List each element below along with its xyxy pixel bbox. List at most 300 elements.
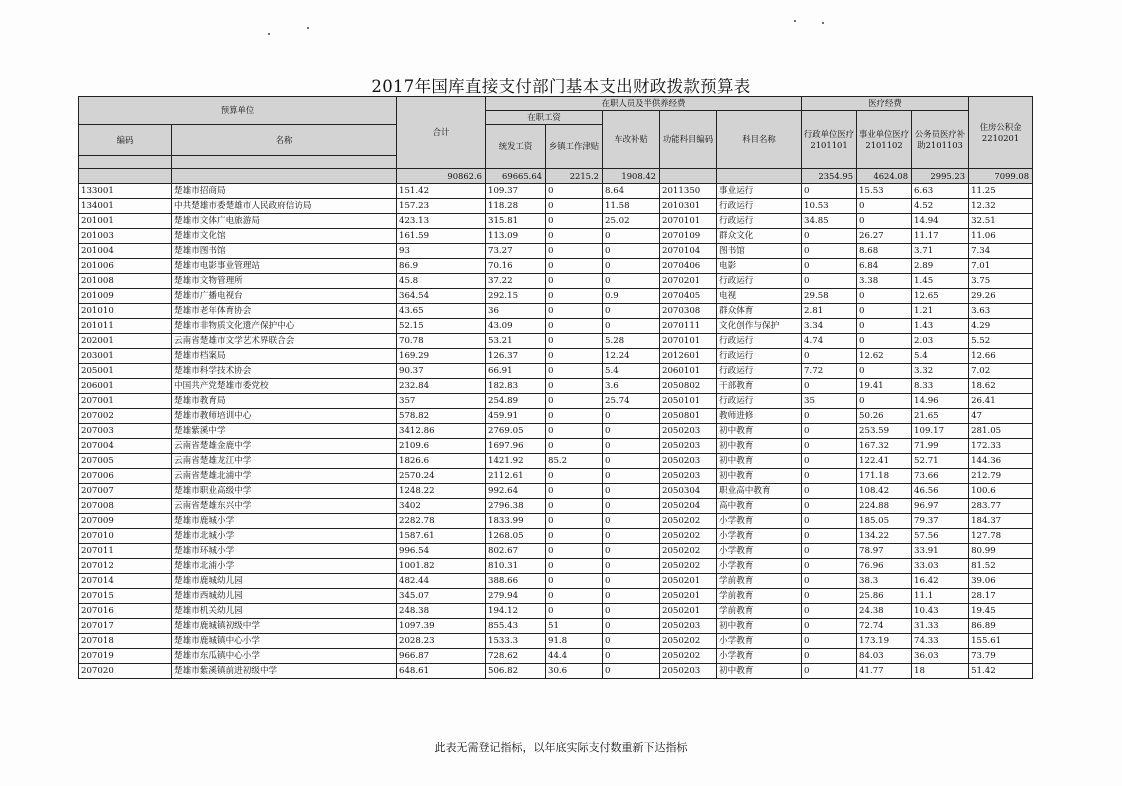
cell-function-code: 2050201 bbox=[660, 589, 717, 604]
cell-civil-servant-medical: 74.33 bbox=[912, 634, 969, 649]
cell-township-allowance: 44.4 bbox=[546, 649, 603, 664]
cell-unified-wage: 855.43 bbox=[486, 619, 546, 634]
cell-name: 中共楚雄市委楚雄市人民政府信访局 bbox=[172, 199, 397, 214]
cell-admin-medical: 2.81 bbox=[802, 304, 857, 319]
totals-township-allowance: 2215.2 bbox=[546, 169, 603, 184]
cell-unified-wage: 728.62 bbox=[486, 649, 546, 664]
cell-township-allowance: 0 bbox=[546, 514, 603, 529]
cell-code: 201006 bbox=[79, 259, 172, 274]
cell-township-allowance: 0 bbox=[546, 424, 603, 439]
cell-civil-servant-medical: 1.45 bbox=[912, 274, 969, 289]
table-row bbox=[79, 454, 1033, 469]
cell-code: 134001 bbox=[79, 199, 172, 214]
cell-vehicle-allowance: 3.6 bbox=[603, 379, 660, 394]
cell-total: 578.82 bbox=[397, 409, 486, 424]
cell-public-medical: 0 bbox=[857, 199, 912, 214]
table-row bbox=[79, 364, 1033, 379]
cell-public-medical: 8.68 bbox=[857, 244, 912, 259]
table-row bbox=[79, 379, 1033, 394]
cell-name: 楚雄紫溪中学 bbox=[172, 424, 397, 439]
cell-total: 52.15 bbox=[397, 319, 486, 334]
cell-housing-fund: 12.66 bbox=[969, 349, 1033, 364]
cell-housing-fund: 4.29 bbox=[969, 319, 1033, 334]
cell-civil-servant-medical: 12.65 bbox=[912, 289, 969, 304]
cell-township-allowance: 0 bbox=[546, 349, 603, 364]
cell-vehicle-allowance: 0 bbox=[603, 544, 660, 559]
cell-public-medical: 0 bbox=[857, 289, 912, 304]
cell-unified-wage: 2769.05 bbox=[486, 424, 546, 439]
cell-subject-name: 群众文化 bbox=[717, 229, 802, 244]
cell-township-allowance: 0 bbox=[546, 394, 603, 409]
cell-function-code: 2012601 bbox=[660, 349, 717, 364]
cell-public-medical: 24.38 bbox=[857, 604, 912, 619]
cell-name: 楚雄市招商局 bbox=[172, 184, 397, 199]
table-row bbox=[79, 244, 1033, 259]
function-code-header: 功能科目编码 bbox=[660, 111, 717, 169]
cell-admin-medical: 0 bbox=[802, 619, 857, 634]
cell-housing-fund: 5.52 bbox=[969, 334, 1033, 349]
cell-admin-medical: 35 bbox=[802, 394, 857, 409]
cell-function-code: 2050201 bbox=[660, 604, 717, 619]
totals-name bbox=[172, 169, 397, 184]
cell-public-medical: 0 bbox=[857, 304, 912, 319]
cell-unified-wage: 292.15 bbox=[486, 289, 546, 304]
cell-function-code: 2050802 bbox=[660, 379, 717, 394]
table-row bbox=[79, 289, 1033, 304]
cell-unified-wage: 113.09 bbox=[486, 229, 546, 244]
cell-public-medical: 173.19 bbox=[857, 634, 912, 649]
cell-civil-servant-medical: 52.71 bbox=[912, 454, 969, 469]
cell-admin-medical: 0 bbox=[802, 664, 857, 679]
cell-total: 2282.78 bbox=[397, 514, 486, 529]
cell-name: 楚雄市鹿城镇中心小学 bbox=[172, 634, 397, 649]
cell-township-allowance: 0 bbox=[546, 439, 603, 454]
cell-housing-fund: 73.79 bbox=[969, 649, 1033, 664]
page-title: 2017年国库直接支付部门基本支出财政拨款预算表 bbox=[371, 77, 751, 96]
cell-unified-wage: 118.28 bbox=[486, 199, 546, 214]
cell-total: 1248.22 bbox=[397, 484, 486, 499]
cell-function-code: 2050203 bbox=[660, 424, 717, 439]
cell-total: 3402 bbox=[397, 499, 486, 514]
cell-civil-servant-medical: 5.4 bbox=[912, 349, 969, 364]
cell-name: 楚雄市档案局 bbox=[172, 349, 397, 364]
cell-unified-wage: 2112.61 bbox=[486, 469, 546, 484]
table-header bbox=[79, 97, 1033, 184]
cell-public-medical: 224.88 bbox=[857, 499, 912, 514]
cell-name: 楚雄市老年体育协会 bbox=[172, 304, 397, 319]
cell-code: 205001 bbox=[79, 364, 172, 379]
cell-vehicle-allowance: 25.74 bbox=[603, 394, 660, 409]
cell-function-code: 2050203 bbox=[660, 469, 717, 484]
cell-township-allowance: 0 bbox=[546, 529, 603, 544]
cell-admin-medical: 0 bbox=[802, 634, 857, 649]
cell-code: 207017 bbox=[79, 619, 172, 634]
cell-subject-name: 初中教育 bbox=[717, 454, 802, 469]
cell-total: 364.54 bbox=[397, 289, 486, 304]
cell-vehicle-allowance: 25.02 bbox=[603, 214, 660, 229]
cell-vehicle-allowance: 0 bbox=[603, 514, 660, 529]
cell-subject-name: 初中教育 bbox=[717, 439, 802, 454]
cell-housing-fund: 29.26 bbox=[969, 289, 1033, 304]
cell-subject-name: 初中教育 bbox=[717, 424, 802, 439]
cell-name: 楚雄市文化馆 bbox=[172, 229, 397, 244]
cell-total: 648.61 bbox=[397, 664, 486, 679]
table-row bbox=[79, 619, 1033, 634]
cell-function-code: 2070406 bbox=[660, 259, 717, 274]
cell-civil-servant-medical: 57.56 bbox=[912, 529, 969, 544]
cell-civil-servant-medical: 33.91 bbox=[912, 544, 969, 559]
cell-name: 楚雄市广播电视台 bbox=[172, 289, 397, 304]
cell-township-allowance: 0 bbox=[546, 304, 603, 319]
cell-subject-name: 学前教育 bbox=[717, 604, 802, 619]
admin-medical-header: 行政单位医疗2101101 bbox=[802, 111, 857, 169]
cell-civil-servant-medical: 1.21 bbox=[912, 304, 969, 319]
cell-total: 482.44 bbox=[397, 574, 486, 589]
cell-vehicle-allowance: 0 bbox=[603, 439, 660, 454]
cell-admin-medical: 0 bbox=[802, 529, 857, 544]
cell-housing-fund: 81.52 bbox=[969, 559, 1033, 574]
cell-function-code: 2050801 bbox=[660, 409, 717, 424]
cell-function-code: 2050202 bbox=[660, 514, 717, 529]
cell-public-medical: 25.86 bbox=[857, 589, 912, 604]
personnel-group-header: 在职人员及半供养经费 bbox=[486, 97, 802, 111]
cell-function-code: 2050203 bbox=[660, 454, 717, 469]
cell-unified-wage: 1268.05 bbox=[486, 529, 546, 544]
cell-total: 90.37 bbox=[397, 364, 486, 379]
cell-vehicle-allowance: 0 bbox=[603, 244, 660, 259]
table-row bbox=[79, 559, 1033, 574]
cell-housing-fund: 283.77 bbox=[969, 499, 1033, 514]
cell-housing-fund: 7.34 bbox=[969, 244, 1033, 259]
cell-total: 45.8 bbox=[397, 274, 486, 289]
cell-vehicle-allowance: 0 bbox=[603, 664, 660, 679]
cell-public-medical: 78.97 bbox=[857, 544, 912, 559]
cell-total: 248.38 bbox=[397, 604, 486, 619]
cell-admin-medical: 0 bbox=[802, 589, 857, 604]
cell-civil-servant-medical: 79.37 bbox=[912, 514, 969, 529]
cell-civil-servant-medical: 46.56 bbox=[912, 484, 969, 499]
cell-total: 232.84 bbox=[397, 379, 486, 394]
cell-total: 1097.39 bbox=[397, 619, 486, 634]
budget-table bbox=[78, 96, 1033, 679]
cell-total: 357 bbox=[397, 394, 486, 409]
cell-name: 云南省楚雄东兴中学 bbox=[172, 499, 397, 514]
cell-housing-fund: 155.61 bbox=[969, 634, 1033, 649]
cell-subject-name: 事业运行 bbox=[717, 184, 802, 199]
cell-name: 楚雄市机关幼儿园 bbox=[172, 604, 397, 619]
cell-township-allowance: 91.8 bbox=[546, 634, 603, 649]
totals-code bbox=[79, 169, 172, 184]
cell-unified-wage: 802.67 bbox=[486, 544, 546, 559]
cell-township-allowance: 0 bbox=[546, 244, 603, 259]
cell-housing-fund: 172.33 bbox=[969, 439, 1033, 454]
cell-public-medical: 6.84 bbox=[857, 259, 912, 274]
cell-civil-servant-medical: 10.43 bbox=[912, 604, 969, 619]
cell-civil-servant-medical: 36.03 bbox=[912, 649, 969, 664]
cell-code: 207018 bbox=[79, 634, 172, 649]
cell-vehicle-allowance: 0 bbox=[603, 259, 660, 274]
cell-township-allowance: 0 bbox=[546, 604, 603, 619]
cell-civil-servant-medical: 1.43 bbox=[912, 319, 969, 334]
cell-code: 201003 bbox=[79, 229, 172, 244]
cell-function-code: 2060101 bbox=[660, 364, 717, 379]
cell-function-code: 2050304 bbox=[660, 484, 717, 499]
cell-civil-servant-medical: 14.94 bbox=[912, 214, 969, 229]
cell-subject-name: 小学教育 bbox=[717, 529, 802, 544]
cell-unified-wage: 1833.99 bbox=[486, 514, 546, 529]
cell-name: 楚雄市鹿城幼儿园 bbox=[172, 574, 397, 589]
cell-code: 207014 bbox=[79, 574, 172, 589]
cell-admin-medical: 0 bbox=[802, 349, 857, 364]
cell-unified-wage: 279.94 bbox=[486, 589, 546, 604]
cell-name: 楚雄市紫溪镇前进初级中学 bbox=[172, 664, 397, 679]
cell-housing-fund: 144.36 bbox=[969, 454, 1033, 469]
table-row bbox=[79, 649, 1033, 664]
cell-housing-fund: 11.25 bbox=[969, 184, 1033, 199]
cell-public-medical: 3.38 bbox=[857, 274, 912, 289]
cell-name: 中国共产党楚雄市委党校 bbox=[172, 379, 397, 394]
cell-code: 207007 bbox=[79, 484, 172, 499]
cell-housing-fund: 127.78 bbox=[969, 529, 1033, 544]
cell-housing-fund: 80.99 bbox=[969, 544, 1033, 559]
cell-admin-medical: 0 bbox=[802, 184, 857, 199]
subject-name-header: 科目名称 bbox=[717, 111, 802, 169]
township-allowance-header: 乡镇工作津贴 bbox=[546, 125, 603, 169]
code-header: 编码 bbox=[79, 125, 172, 156]
cell-admin-medical: 0 bbox=[802, 514, 857, 529]
table-row bbox=[79, 304, 1033, 319]
cell-township-allowance: 0 bbox=[546, 469, 603, 484]
cell-housing-fund: 18.62 bbox=[969, 379, 1033, 394]
cell-subject-name: 行政运行 bbox=[717, 334, 802, 349]
cell-name: 楚雄市文物管理所 bbox=[172, 274, 397, 289]
footer-note: 此表无需登记指标，以年底实际支付数重新下达指标 bbox=[434, 741, 688, 754]
cell-function-code: 2070101 bbox=[660, 334, 717, 349]
cell-total: 345.07 bbox=[397, 589, 486, 604]
cell-code: 207006 bbox=[79, 469, 172, 484]
table-row bbox=[79, 424, 1033, 439]
cell-function-code: 2050202 bbox=[660, 559, 717, 574]
cell-civil-servant-medical: 31.33 bbox=[912, 619, 969, 634]
cell-unified-wage: 506.82 bbox=[486, 664, 546, 679]
scan-speck bbox=[307, 27, 309, 29]
cell-housing-fund: 100.6 bbox=[969, 484, 1033, 499]
cell-total: 157.23 bbox=[397, 199, 486, 214]
cell-housing-fund: 3.63 bbox=[969, 304, 1033, 319]
cell-public-medical: 12.62 bbox=[857, 349, 912, 364]
cell-subject-name: 群众体育 bbox=[717, 304, 802, 319]
cell-function-code: 2070111 bbox=[660, 319, 717, 334]
cell-housing-fund: 47 bbox=[969, 409, 1033, 424]
cell-vehicle-allowance: 0 bbox=[603, 649, 660, 664]
cell-public-medical: 185.05 bbox=[857, 514, 912, 529]
name-header: 名称 bbox=[172, 125, 397, 156]
cell-housing-fund: 3.75 bbox=[969, 274, 1033, 289]
cell-public-medical: 84.03 bbox=[857, 649, 912, 664]
cell-unified-wage: 36 bbox=[486, 304, 546, 319]
cell-township-allowance: 0 bbox=[546, 334, 603, 349]
cell-code: 207015 bbox=[79, 589, 172, 604]
cell-name: 楚雄市西城幼儿园 bbox=[172, 589, 397, 604]
table-row bbox=[79, 634, 1033, 649]
cell-admin-medical: 0 bbox=[802, 454, 857, 469]
table-row bbox=[79, 439, 1033, 454]
cell-housing-fund: 7.01 bbox=[969, 259, 1033, 274]
cell-name: 楚雄市北浦小学 bbox=[172, 559, 397, 574]
cell-code: 207009 bbox=[79, 514, 172, 529]
cell-function-code: 2050202 bbox=[660, 649, 717, 664]
cell-public-medical: 0 bbox=[857, 394, 912, 409]
cell-vehicle-allowance: 0 bbox=[603, 589, 660, 604]
cell-subject-name: 初中教育 bbox=[717, 664, 802, 679]
totals-civil-servant-medical: 2995.23 bbox=[912, 169, 969, 184]
cell-public-medical: 0 bbox=[857, 364, 912, 379]
cell-public-medical: 122.41 bbox=[857, 454, 912, 469]
cell-code: 207005 bbox=[79, 454, 172, 469]
totals-function-code bbox=[660, 169, 717, 184]
cell-function-code: 2010301 bbox=[660, 199, 717, 214]
cell-total: 86.9 bbox=[397, 259, 486, 274]
cell-admin-medical: 0 bbox=[802, 499, 857, 514]
cell-name: 楚雄市职业高级中学 bbox=[172, 484, 397, 499]
table-row bbox=[79, 484, 1033, 499]
table-row bbox=[79, 514, 1033, 529]
cell-public-medical: 76.96 bbox=[857, 559, 912, 574]
cell-vehicle-allowance: 0 bbox=[603, 304, 660, 319]
cell-township-allowance: 0 bbox=[546, 379, 603, 394]
table-row bbox=[79, 664, 1033, 679]
cell-total: 1587.61 bbox=[397, 529, 486, 544]
cell-public-medical: 0 bbox=[857, 334, 912, 349]
scan-speck bbox=[268, 33, 270, 35]
cell-unified-wage: 109.37 bbox=[486, 184, 546, 199]
cell-function-code: 2070308 bbox=[660, 304, 717, 319]
cell-township-allowance: 0 bbox=[546, 364, 603, 379]
cell-admin-medical: 0 bbox=[802, 604, 857, 619]
cell-vehicle-allowance: 0 bbox=[603, 529, 660, 544]
cell-admin-medical: 7.72 bbox=[802, 364, 857, 379]
cell-civil-servant-medical: 11.17 bbox=[912, 229, 969, 244]
cell-admin-medical: 0 bbox=[802, 244, 857, 259]
cell-code: 201008 bbox=[79, 274, 172, 289]
table-row bbox=[79, 349, 1033, 364]
cell-unified-wage: 315.81 bbox=[486, 214, 546, 229]
cell-code: 201010 bbox=[79, 304, 172, 319]
cell-township-allowance: 51 bbox=[546, 619, 603, 634]
cell-code: 207001 bbox=[79, 394, 172, 409]
cell-township-allowance: 0 bbox=[546, 199, 603, 214]
cell-unified-wage: 194.12 bbox=[486, 604, 546, 619]
cell-total: 1826.6 bbox=[397, 454, 486, 469]
cell-housing-fund: 51.42 bbox=[969, 664, 1033, 679]
cell-township-allowance: 0 bbox=[546, 499, 603, 514]
cell-vehicle-allowance: 0 bbox=[603, 499, 660, 514]
cell-total: 93 bbox=[397, 244, 486, 259]
cell-township-allowance: 0 bbox=[546, 259, 603, 274]
cell-township-allowance: 0 bbox=[546, 589, 603, 604]
cell-admin-medical: 34.85 bbox=[802, 214, 857, 229]
cell-admin-medical: 0 bbox=[802, 574, 857, 589]
table-row bbox=[79, 544, 1033, 559]
cell-housing-fund: 32.51 bbox=[969, 214, 1033, 229]
cell-vehicle-allowance: 0 bbox=[603, 454, 660, 469]
vehicle-allowance-header: 车改补贴 bbox=[603, 111, 660, 169]
cell-vehicle-allowance: 0 bbox=[603, 634, 660, 649]
cell-admin-medical: 3.34 bbox=[802, 319, 857, 334]
totals-public-medical: 4624.08 bbox=[857, 169, 912, 184]
code-spacer bbox=[79, 156, 172, 169]
cell-function-code: 2050204 bbox=[660, 499, 717, 514]
cell-name: 楚雄市文体广电旅游局 bbox=[172, 214, 397, 229]
cell-function-code: 2070101 bbox=[660, 214, 717, 229]
cell-township-allowance: 0 bbox=[546, 184, 603, 199]
cell-vehicle-allowance: 0 bbox=[603, 274, 660, 289]
totals-row bbox=[79, 169, 1033, 184]
cell-subject-name: 行政运行 bbox=[717, 274, 802, 289]
cell-name: 楚雄市教师培训中心 bbox=[172, 409, 397, 424]
cell-admin-medical: 29.58 bbox=[802, 289, 857, 304]
table-row bbox=[79, 184, 1033, 199]
cell-civil-servant-medical: 11.1 bbox=[912, 589, 969, 604]
cell-total: 70.78 bbox=[397, 334, 486, 349]
cell-subject-name: 行政运行 bbox=[717, 214, 802, 229]
cell-code: 201009 bbox=[79, 289, 172, 304]
cell-housing-fund: 184.37 bbox=[969, 514, 1033, 529]
cell-subject-name: 初中教育 bbox=[717, 619, 802, 634]
table-row bbox=[79, 574, 1033, 589]
cell-housing-fund: 19.45 bbox=[969, 604, 1033, 619]
cell-admin-medical: 0 bbox=[802, 259, 857, 274]
totals-total: 90862.6 bbox=[397, 169, 486, 184]
cell-function-code: 2070201 bbox=[660, 274, 717, 289]
cell-vehicle-allowance: 0 bbox=[603, 604, 660, 619]
cell-public-medical: 38.3 bbox=[857, 574, 912, 589]
table-row bbox=[79, 334, 1033, 349]
cell-code: 201011 bbox=[79, 319, 172, 334]
cell-subject-name: 行政运行 bbox=[717, 364, 802, 379]
cell-code: 207003 bbox=[79, 424, 172, 439]
cell-civil-servant-medical: 3.32 bbox=[912, 364, 969, 379]
cell-function-code: 2011350 bbox=[660, 184, 717, 199]
cell-name: 楚雄市鹿城小学 bbox=[172, 514, 397, 529]
cell-vehicle-allowance: 0 bbox=[603, 469, 660, 484]
cell-vehicle-allowance: 0.9 bbox=[603, 289, 660, 304]
table-row bbox=[79, 394, 1033, 409]
cell-vehicle-allowance: 0 bbox=[603, 559, 660, 574]
cell-vehicle-allowance: 11.58 bbox=[603, 199, 660, 214]
cell-housing-fund: 11.06 bbox=[969, 229, 1033, 244]
cell-code: 207016 bbox=[79, 604, 172, 619]
cell-civil-servant-medical: 71.99 bbox=[912, 439, 969, 454]
cell-public-medical: 26.27 bbox=[857, 229, 912, 244]
cell-function-code: 2050202 bbox=[660, 544, 717, 559]
cell-total: 2109.6 bbox=[397, 439, 486, 454]
cell-civil-servant-medical: 96.97 bbox=[912, 499, 969, 514]
cell-township-allowance: 0 bbox=[546, 289, 603, 304]
cell-admin-medical: 0 bbox=[802, 409, 857, 424]
name-spacer bbox=[172, 156, 397, 169]
table-row bbox=[79, 319, 1033, 334]
cell-subject-name: 小学教育 bbox=[717, 544, 802, 559]
cell-total: 996.54 bbox=[397, 544, 486, 559]
totals-subject-name bbox=[717, 169, 802, 184]
cell-vehicle-allowance: 5.28 bbox=[603, 334, 660, 349]
cell-civil-servant-medical: 21.65 bbox=[912, 409, 969, 424]
cell-admin-medical: 0 bbox=[802, 649, 857, 664]
cell-admin-medical: 0 bbox=[802, 274, 857, 289]
cell-township-allowance: 0 bbox=[546, 319, 603, 334]
cell-housing-fund: 12.32 bbox=[969, 199, 1033, 214]
